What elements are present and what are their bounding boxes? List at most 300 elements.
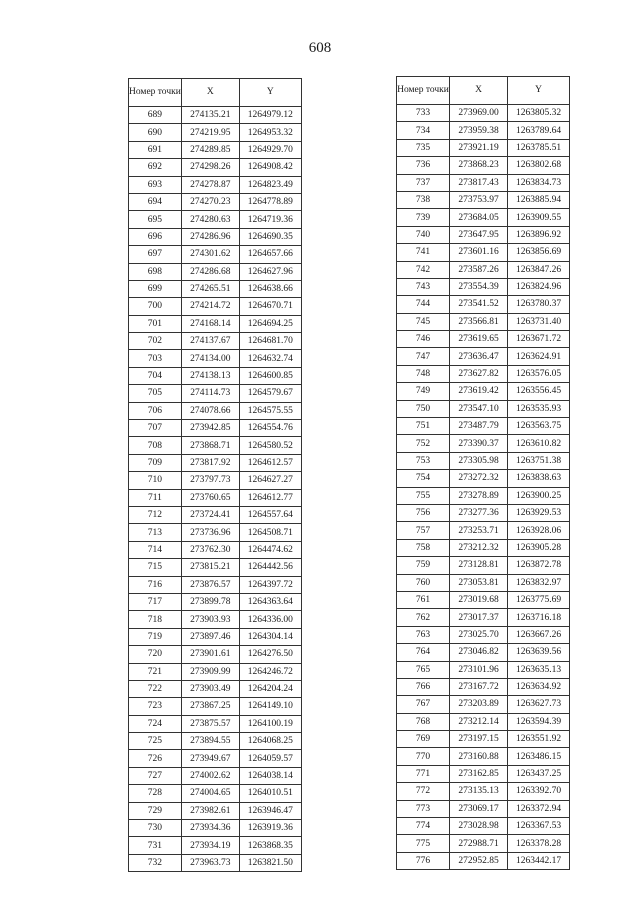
cell-y: 1263900.25 [508,487,570,504]
cell-y: 1264397.72 [239,576,301,593]
cell-y: 1263928.06 [508,522,570,539]
cell-x: 273901.61 [181,646,239,663]
table-row [129,541,302,558]
cell-point-number: 741 [397,244,450,261]
table-row [397,661,570,678]
table-row [129,246,302,263]
cell-x: 274298.26 [181,159,239,176]
table-row [397,418,570,435]
cell-x: 273942.85 [181,420,239,437]
cell-point-number: 714 [129,541,182,558]
cell-x: 273203.89 [450,696,508,713]
cell-x: 273212.14 [450,713,508,730]
cell-point-number: 711 [129,489,182,506]
cell-y: 1263551.92 [508,731,570,748]
cell-point-number: 708 [129,437,182,454]
table-row [397,435,570,452]
cell-x: 273305.98 [450,452,508,469]
cell-x: 274168.14 [181,315,239,332]
table-row [397,348,570,365]
cell-x: 273815.21 [181,559,239,576]
table-row [129,802,302,819]
cell-point-number: 733 [397,105,450,122]
cell-y: 1263805.32 [508,105,570,122]
cell-y: 1264778.89 [239,193,301,210]
table-row [129,298,302,315]
cell-x: 273909.99 [181,663,239,680]
cell-x: 273619.65 [450,331,508,348]
cell-x: 273601.16 [450,244,508,261]
cell-y: 1263667.26 [508,626,570,643]
cell-y: 1263789.64 [508,122,570,139]
cell-y: 1263367.53 [508,818,570,835]
table-row [129,593,302,610]
cell-y: 1264304.14 [239,628,301,645]
cell-y: 1264508.71 [239,524,301,541]
table-row [397,209,570,226]
cell-x: 272988.71 [450,835,508,852]
cell-y: 1263885.94 [508,191,570,208]
cell-x: 273278.89 [450,487,508,504]
cell-x: 273101.96 [450,661,508,678]
cell-point-number: 717 [129,593,182,610]
table-row [397,278,570,295]
table-row [397,261,570,278]
table-row [129,611,302,628]
cell-y: 1263627.73 [508,696,570,713]
cell-y: 1263372.94 [508,800,570,817]
cell-point-number: 698 [129,263,182,280]
cell-y: 1263872.78 [508,557,570,574]
table-row [397,244,570,261]
cell-x: 273762.30 [181,541,239,558]
cell-x: 273868.23 [450,157,508,174]
cell-point-number: 703 [129,350,182,367]
cell-x: 273566.81 [450,313,508,330]
cell-y: 1264719.36 [239,211,301,228]
table-row [397,105,570,122]
table-row [129,628,302,645]
cell-y: 1263576.05 [508,365,570,382]
table-row [129,437,302,454]
cell-y: 1264953.32 [239,124,301,141]
cell-point-number: 693 [129,176,182,193]
cell-y: 1263919.36 [239,820,301,837]
table-row [397,696,570,713]
cell-point-number: 719 [129,628,182,645]
table-row [129,837,302,854]
cell-x: 274265.51 [181,280,239,297]
table-row [397,765,570,782]
table-body-right [397,105,570,870]
cell-y: 1263535.93 [508,400,570,417]
cell-point-number: 757 [397,522,450,539]
cell-point-number: 716 [129,576,182,593]
cell-x: 273817.43 [450,174,508,191]
table-row [397,783,570,800]
table-row [129,176,302,193]
cell-x: 273903.93 [181,611,239,628]
cell-x: 274004.65 [181,785,239,802]
cell-x: 273949.67 [181,750,239,767]
cell-y: 1263775.69 [508,591,570,608]
cell-x: 274137.67 [181,333,239,350]
cell-y: 1263929.53 [508,504,570,521]
table-row [129,420,302,437]
cell-x: 274078.66 [181,402,239,419]
header-y: Y [508,77,570,105]
cell-point-number: 760 [397,574,450,591]
cell-x: 273160.88 [450,748,508,765]
cell-y: 1263802.68 [508,157,570,174]
cell-point-number: 707 [129,420,182,437]
table-row [397,539,570,556]
table-row [129,141,302,158]
table-row [397,852,570,869]
cell-point-number: 761 [397,591,450,608]
cell-x: 273135.13 [450,783,508,800]
cell-x: 273982.61 [181,802,239,819]
cell-point-number: 737 [397,174,450,191]
cell-x: 273959.38 [450,122,508,139]
table-row [397,626,570,643]
cell-point-number: 749 [397,383,450,400]
cell-x: 273272.32 [450,470,508,487]
cell-y: 1263824.96 [508,278,570,295]
table-row [129,767,302,784]
table-row [129,454,302,471]
cell-x: 274270.23 [181,193,239,210]
cell-point-number: 754 [397,470,450,487]
cell-y: 1263624.91 [508,348,570,365]
cell-point-number: 726 [129,750,182,767]
cell-x: 273868.71 [181,437,239,454]
cell-point-number: 747 [397,348,450,365]
cell-x: 274289.85 [181,141,239,158]
cell-x: 273554.39 [450,278,508,295]
cell-y: 1264038.14 [239,767,301,784]
cell-point-number: 759 [397,557,450,574]
table-row [397,400,570,417]
table-row [397,313,570,330]
table-row [129,785,302,802]
table-row [397,139,570,156]
table-row [129,263,302,280]
table-row [129,193,302,210]
cell-x: 273894.55 [181,733,239,750]
cell-point-number: 775 [397,835,450,852]
cell-y: 1263639.56 [508,644,570,661]
cell-x: 273167.72 [450,678,508,695]
cell-point-number: 700 [129,298,182,315]
cell-point-number: 764 [397,644,450,661]
cell-y: 1263594.39 [508,713,570,730]
cell-point-number: 752 [397,435,450,452]
header-point-number: Номер точки [129,79,182,107]
cell-y: 1263946.47 [239,802,301,819]
cell-point-number: 721 [129,663,182,680]
cell-x: 273541.52 [450,296,508,313]
cell-point-number: 689 [129,107,182,124]
table-row [397,644,570,661]
cell-x: 273212.32 [450,539,508,556]
table-row [397,591,570,608]
cell-y: 1263834.73 [508,174,570,191]
cell-point-number: 720 [129,646,182,663]
table-row [129,854,302,871]
cell-y: 1264979.12 [239,107,301,124]
cell-y: 1264204.24 [239,680,301,697]
cell-x: 274114.73 [181,385,239,402]
cell-point-number: 773 [397,800,450,817]
cell-y: 1264068.25 [239,733,301,750]
cell-x: 273647.95 [450,226,508,243]
table-row [397,818,570,835]
table-row [129,385,302,402]
cell-point-number: 692 [129,159,182,176]
cell-point-number: 727 [129,767,182,784]
table-row [397,383,570,400]
table-row [397,487,570,504]
cell-point-number: 745 [397,313,450,330]
table-row [129,333,302,350]
cell-x: 273899.78 [181,593,239,610]
cell-point-number: 701 [129,315,182,332]
cell-point-number: 739 [397,209,450,226]
cell-y: 1263896.92 [508,226,570,243]
cell-point-number: 710 [129,472,182,489]
table-row [397,122,570,139]
cell-x: 274002.62 [181,767,239,784]
cell-y: 1263868.35 [239,837,301,854]
cell-x: 273684.05 [450,209,508,226]
cell-point-number: 730 [129,820,182,837]
cell-point-number: 704 [129,367,182,384]
cell-y: 1263556.45 [508,383,570,400]
cell-y: 1263442.17 [508,852,570,869]
cell-y: 1263905.28 [508,539,570,556]
cell-point-number: 742 [397,261,450,278]
cell-point-number: 731 [129,837,182,854]
table-row [129,280,302,297]
header-x: X [450,77,508,105]
cell-x: 274286.96 [181,228,239,245]
table-row [397,174,570,191]
table-row [129,315,302,332]
table-row [397,731,570,748]
cell-x: 273921.19 [450,139,508,156]
table-row [129,472,302,489]
cell-point-number: 756 [397,504,450,521]
cell-y: 1264632.74 [239,350,301,367]
cell-y: 1264246.72 [239,663,301,680]
cell-y: 1263856.69 [508,244,570,261]
cell-x: 273390.37 [450,435,508,452]
cell-x: 273897.46 [181,628,239,645]
cell-y: 1263486.15 [508,748,570,765]
cell-point-number: 724 [129,715,182,732]
cell-y: 1263437.25 [508,765,570,782]
cell-point-number: 765 [397,661,450,678]
cell-point-number: 697 [129,246,182,263]
cell-point-number: 728 [129,785,182,802]
cell-x: 273547.10 [450,400,508,417]
table-row [397,748,570,765]
cell-x: 273797.73 [181,472,239,489]
table-row [397,452,570,469]
cell-y: 1263671.72 [508,331,570,348]
cell-y: 1264638.66 [239,280,301,297]
cell-point-number: 713 [129,524,182,541]
cell-y: 1264442.56 [239,559,301,576]
table-row [129,820,302,837]
cell-x: 273619.42 [450,383,508,400]
cell-point-number: 718 [129,611,182,628]
cell-x: 273724.41 [181,506,239,523]
table-row [129,524,302,541]
cell-point-number: 768 [397,713,450,730]
header-x: X [181,79,239,107]
cell-point-number: 709 [129,454,182,471]
cell-x: 273969.00 [450,105,508,122]
table-row [397,157,570,174]
table-row [397,226,570,243]
cell-y: 1264010.51 [239,785,301,802]
table-header-row [129,79,302,107]
cell-x: 274219.95 [181,124,239,141]
cell-x: 273817.92 [181,454,239,471]
cell-x: 273019.68 [450,591,508,608]
cell-point-number: 691 [129,141,182,158]
cell-y: 1263909.55 [508,209,570,226]
cell-point-number: 774 [397,818,450,835]
cell-y: 1263392.70 [508,783,570,800]
table-row [129,698,302,715]
cell-y: 1263785.51 [508,139,570,156]
cell-x: 273867.25 [181,698,239,715]
cell-x: 273053.81 [450,574,508,591]
cell-point-number: 770 [397,748,450,765]
cell-x: 274280.63 [181,211,239,228]
cell-point-number: 748 [397,365,450,382]
cell-y: 1264627.27 [239,472,301,489]
cell-point-number: 746 [397,331,450,348]
cell-point-number: 723 [129,698,182,715]
cell-point-number: 702 [129,333,182,350]
table-body-left [129,107,302,872]
cell-point-number: 712 [129,506,182,523]
cell-x: 273760.65 [181,489,239,506]
cell-y: 1264149.10 [239,698,301,715]
cell-y: 1263634.92 [508,678,570,695]
cell-y: 1264657.66 [239,246,301,263]
cell-y: 1264670.71 [239,298,301,315]
table-row [397,713,570,730]
table-row [397,191,570,208]
cell-point-number: 767 [397,696,450,713]
cell-point-number: 744 [397,296,450,313]
table-row [129,107,302,124]
cell-x: 272952.85 [450,852,508,869]
table-row [397,800,570,817]
cell-x: 274134.00 [181,350,239,367]
header-y: Y [239,79,301,107]
cell-point-number: 734 [397,122,450,139]
header-point-number: Номер точки [397,77,450,105]
cell-y: 1263821.50 [239,854,301,871]
cell-y: 1264363.64 [239,593,301,610]
cell-point-number: 736 [397,157,450,174]
cell-y: 1263610.82 [508,435,570,452]
cell-x: 273934.19 [181,837,239,854]
cell-y: 1263378.28 [508,835,570,852]
cell-point-number: 715 [129,559,182,576]
cell-y: 1264612.57 [239,454,301,471]
cell-point-number: 762 [397,609,450,626]
cell-x: 274135.21 [181,107,239,124]
cell-x: 273934.36 [181,820,239,837]
table-row [397,470,570,487]
cell-x: 273736.96 [181,524,239,541]
cell-y: 1264627.96 [239,263,301,280]
cell-point-number: 769 [397,731,450,748]
cell-y: 1263731.40 [508,313,570,330]
cell-point-number: 706 [129,402,182,419]
cell-x: 273636.47 [450,348,508,365]
table-row [397,835,570,852]
cell-point-number: 763 [397,626,450,643]
cell-x: 274301.62 [181,246,239,263]
cell-x: 273197.15 [450,731,508,748]
table-row [397,365,570,382]
table-row [397,331,570,348]
table-row [397,574,570,591]
table-row [129,350,302,367]
cell-point-number: 743 [397,278,450,295]
table-header-row [397,77,570,105]
cell-y: 1263847.26 [508,261,570,278]
cell-x: 273277.36 [450,504,508,521]
cell-y: 1263751.38 [508,452,570,469]
cell-x: 273253.71 [450,522,508,539]
cell-point-number: 699 [129,280,182,297]
cell-y: 1264612.77 [239,489,301,506]
cell-point-number: 758 [397,539,450,556]
cell-point-number: 753 [397,452,450,469]
table-row [129,663,302,680]
cell-y: 1264336.00 [239,611,301,628]
cell-y: 1264557.64 [239,506,301,523]
cell-y: 1264580.52 [239,437,301,454]
table-row [129,506,302,523]
cell-y: 1264575.55 [239,402,301,419]
table-row [129,402,302,419]
cell-x: 273017.37 [450,609,508,626]
table-row [129,489,302,506]
cell-x: 273128.81 [450,557,508,574]
cell-point-number: 772 [397,783,450,800]
cell-y: 1264929.70 [239,141,301,158]
cell-x: 273069.17 [450,800,508,817]
table-row [129,228,302,245]
cell-x: 273627.82 [450,365,508,382]
cell-x: 273046.82 [450,644,508,661]
cell-y: 1264276.50 [239,646,301,663]
cell-y: 1264100.19 [239,715,301,732]
cell-x: 273963.73 [181,854,239,871]
table-row [397,504,570,521]
cell-y: 1264908.42 [239,159,301,176]
